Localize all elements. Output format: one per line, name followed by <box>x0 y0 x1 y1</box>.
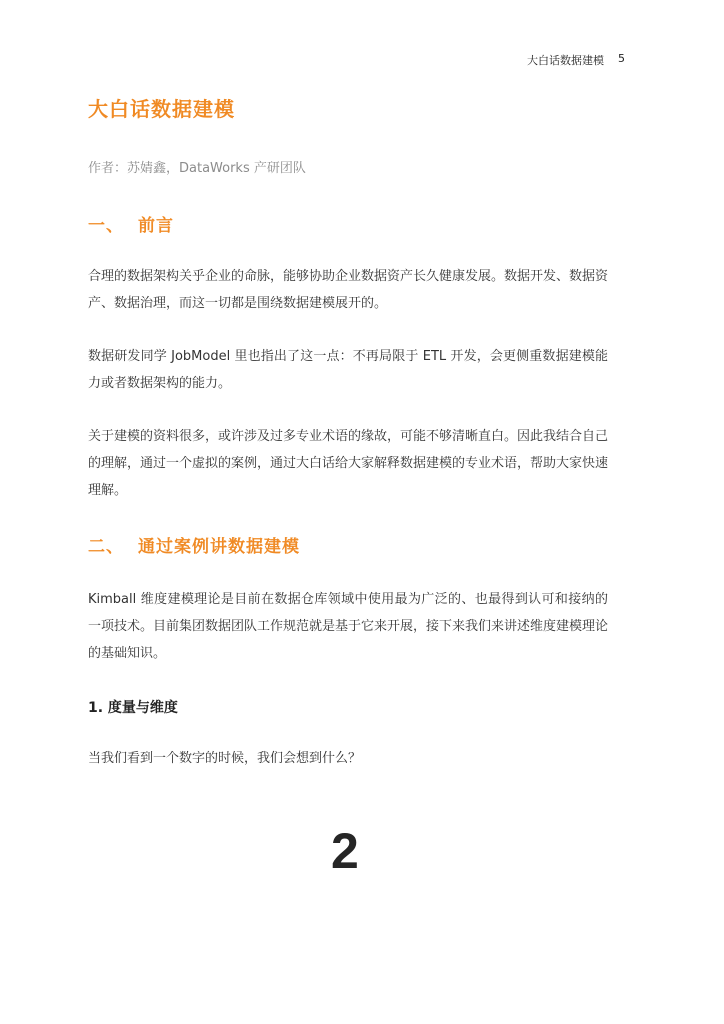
subsection-heading: 1. 度量与维度 <box>88 700 178 716</box>
section-number: 一、 <box>88 216 124 236</box>
paragraph: 合理的数据架构关乎企业的命脉，能够协助企业数据资产长久健康发展。数据开发、数据资产、数据治理，而这一切都是围绕数据建模展开的。 <box>88 269 609 311</box>
paragraph: 当我们看到一个数字的时候，我们会想到什么？ <box>88 751 362 766</box>
document-title: 大白话数据建模 <box>88 97 235 121</box>
figure-number: 2 <box>331 823 359 879</box>
running-header <box>527 52 625 68</box>
author-byline: 作者：苏婧鑫，DataWorks 产研团队 <box>88 161 306 176</box>
paragraph: Kimball 维度建模理论是目前在数据仓库领域中使用最为广泛的、也最得到认可和接纳的一项技术。目前集团数据团队工作规范就是基于它来开展，接下来我们来讲述维度建模理论的基础知识。 <box>88 592 609 661</box>
paragraph: 关于建模的资料很多，或许涉及过多专业术语的缘故，可能不够清晰直白。因此我结合自己的理解，通过一个虚拟的案例，通过大白话给大家解释数据建模的专业术语，帮助大家快速理解。 <box>88 429 609 498</box>
section-heading-case-study <box>88 532 300 557</box>
paragraph: 数据研发同学 JobModel 里也指出了这一点：不再局限于 ETL 开发，会更侧重数据建模能力或者数据架构的能力。 <box>88 349 608 391</box>
page-number: 5 <box>618 52 625 65</box>
section-heading-preface <box>88 211 174 236</box>
section-number: 二、 <box>88 537 124 557</box>
section-title: 通过案例讲数据建模 <box>138 537 300 557</box>
section-title: 前言 <box>138 216 174 236</box>
running-title: 大白话数据建模 <box>527 54 604 67</box>
